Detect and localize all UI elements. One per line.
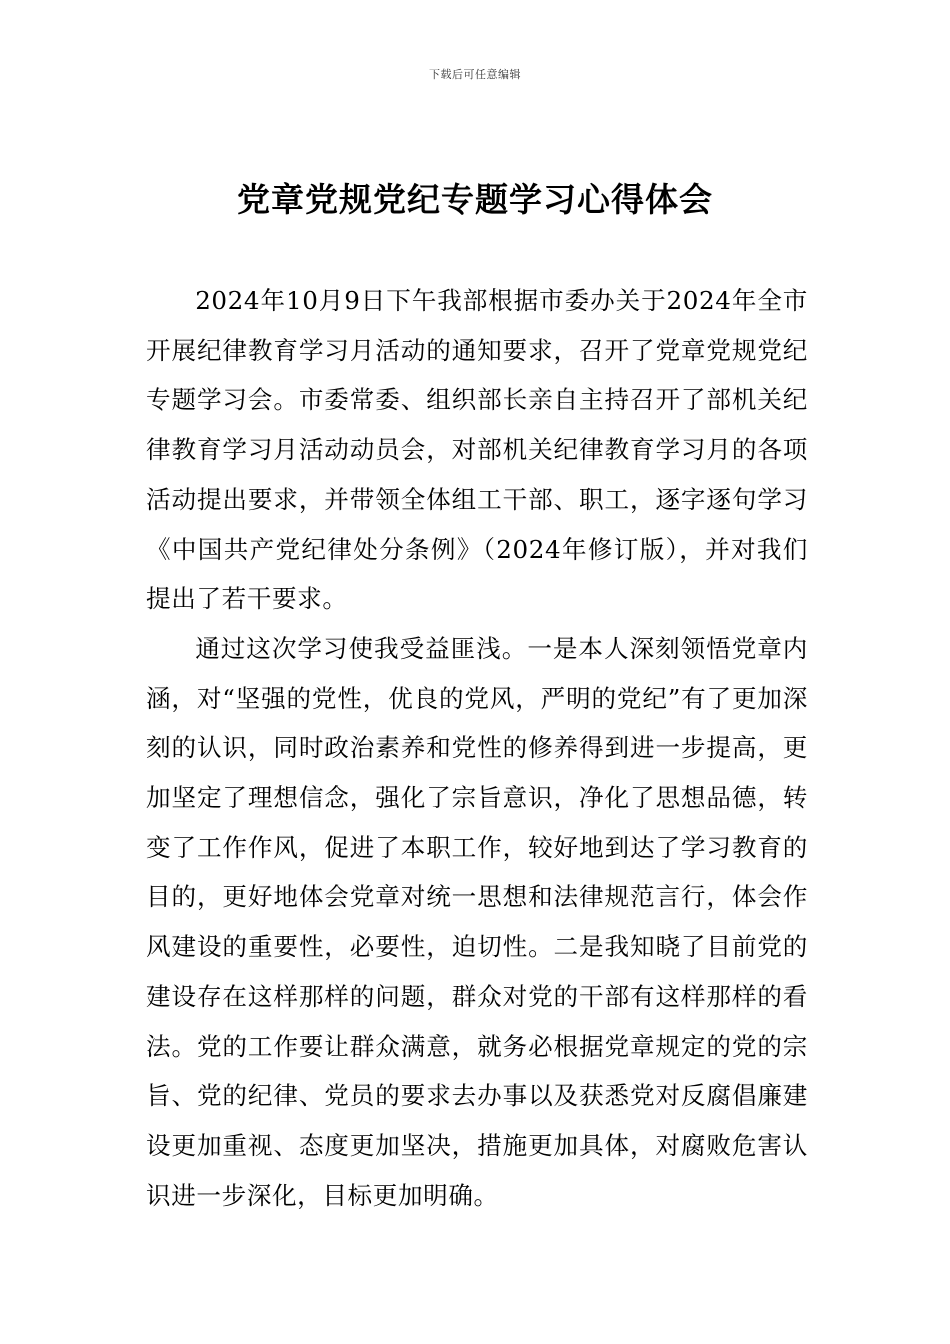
header-note: 下载后可任意编辑 — [429, 68, 521, 81]
document-title: 党章党规党纪专题学习心得体会 — [237, 180, 713, 219]
paragraph-2: 通过这次学习使我受益匪浅。一是本人深刻领悟党章内涵，对“坚强的党性，优良的党风，严明的党纪”有了更加深刻的认识，同时政治素养和党性的修养得到进一步提高，更加坚定了理想信念，强化了宗旨意识，净化了思想品德，转变了工作作风，促进了本职工作，较好地到达了学习教育的目的，更好地体会党章对统一思想和法律规范言行，体会作风建设的重要性，必要性，迫切性。二是我知晓了目前党的建设存在这样那样的问题，群众对党的干部有这样那样的看法。党的工作要让群众满意，就务必根据党章规定的党的宗旨、党的纪律、党员的要求去办事以及获悉党对反腐倡廉建设更加重视、态度更加坚决，措施更加具体，对腐败危害认识进一步深化，目标更加明确。 — [146, 633, 808, 1210]
paragraph-1: 2024年10月9日下午我部根据市委办关于2024年全市开展纪律教育学习月活动的通知要求，召开了党章党规党纪专题学习会。市委常委、组织部长亲自主持召开了部机关纪律教育学习月活动动员会，对部机关纪律教育学习月的各项活动提出要求，并带领全体组工干部、职工，逐字逐句学习《中国共产党纪律处分条例》（2024年修订版），并对我们提出了若干要求。 — [146, 286, 808, 614]
document-body — [146, 276, 808, 1220]
